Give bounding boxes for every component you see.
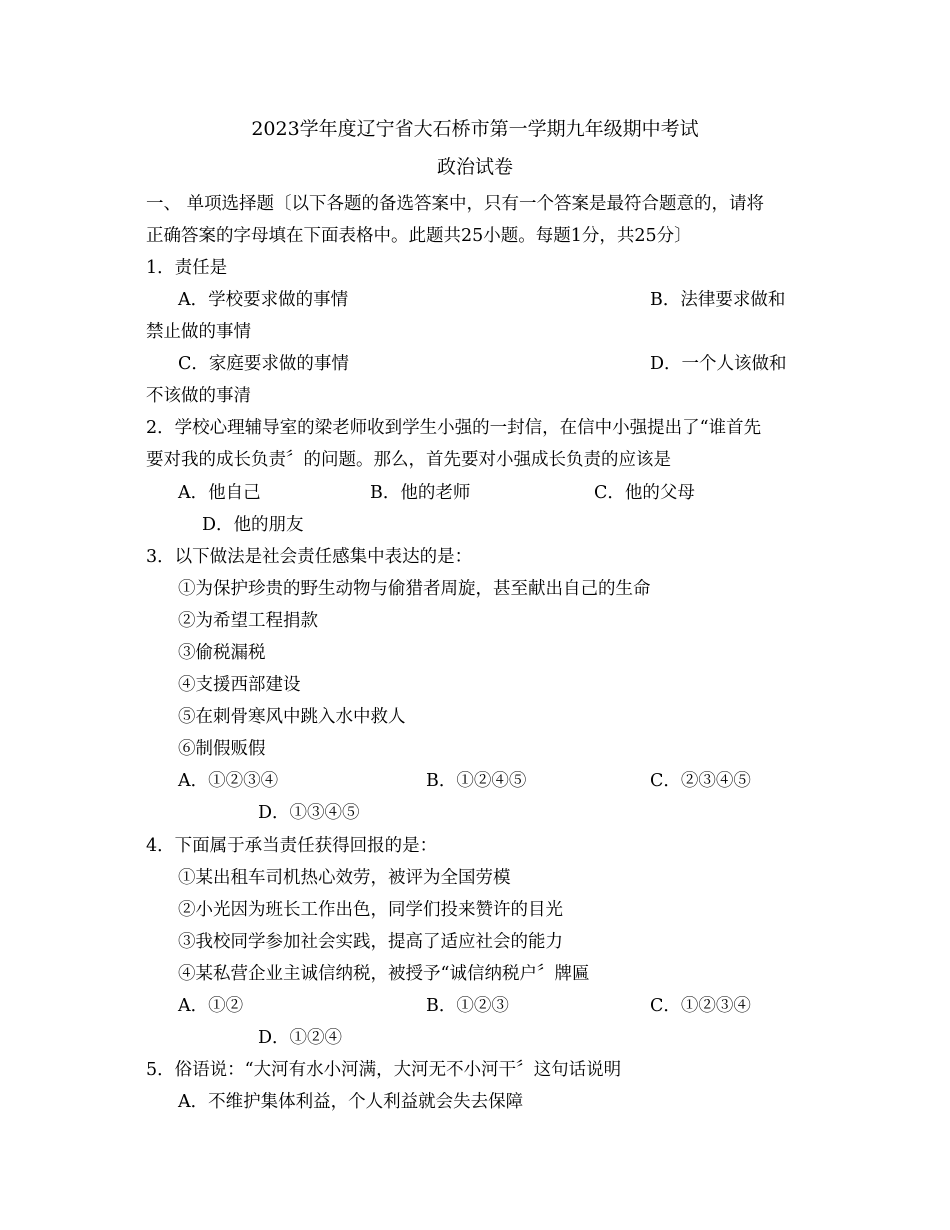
question-1-option-b: B．法律要求做和 xyxy=(650,290,786,310)
question-3-item-1: ①为保护珍贵的野生动物与偷猎者周旋，甚至献出自己的生命 xyxy=(178,579,651,599)
question-1-stem: 1．责任是 xyxy=(146,258,228,278)
exam-subtitle: 政治试卷 xyxy=(436,156,513,178)
question-3-option-b: B．①②④⑤ xyxy=(426,771,527,791)
question-4-option-a: A．①② xyxy=(178,996,244,1016)
question-3-item-5: ⑤在刺骨寒风中跳入水中救人 xyxy=(178,707,406,727)
question-1-option-d-continued: 不该做的事清 xyxy=(146,386,251,406)
section-instructions-line-2: 正确答案的字母填在下面表格中。此题共25小题。每题1分，共25分〕 xyxy=(146,226,692,246)
question-2-option-b: B．他的老师 xyxy=(370,483,471,503)
question-4-item-1: ①某出租车司机热心效劳，被评为全国劳模 xyxy=(178,868,511,888)
question-2-stem-line-2: 要对我的成长负责〞的问题。那么，首先要对小强成长负责的应该是 xyxy=(146,450,671,470)
question-4-item-4: ④某私营企业主诚信纳税，被授予“诚信纳税户〞牌匾 xyxy=(178,964,590,984)
question-4-item-2: ②小光因为班长工作出色，同学们投来赞许的目光 xyxy=(178,900,563,920)
question-4-option-c: C．①②③④ xyxy=(650,996,751,1016)
question-5-stem: 5．俗语说：“大河有水小河满，大河无不小河干〞这句话说明 xyxy=(146,1060,622,1080)
exam-title: 2023学年度辽宁省大石桥市第一学期九年级期中考试 xyxy=(251,118,699,140)
question-4-option-d: D．①②④ xyxy=(258,1028,343,1048)
question-3-item-2: ②为希望工程捐款 xyxy=(178,611,318,631)
question-3-item-6: ⑥制假贩假 xyxy=(178,739,266,759)
question-5-option-a: A．不维护集体利益，个人利益就会失去保障 xyxy=(178,1092,524,1112)
question-3-stem: 3．以下做法是社会责任感集中表达的是： xyxy=(146,547,473,567)
question-4-item-3: ③我校同学参加社会实践，提高了适应社会的能力 xyxy=(178,932,563,952)
question-4-option-b: B．①②③ xyxy=(426,996,509,1016)
question-3-option-a: A．①②③④ xyxy=(178,771,279,791)
question-3-item-4: ④支援西部建设 xyxy=(178,675,301,695)
question-2-option-d: D．他的朋友 xyxy=(202,515,304,535)
question-1-option-d: D．一个人该做和 xyxy=(650,354,787,374)
question-3-option-c: C．②③④⑤ xyxy=(650,771,751,791)
question-1-option-b-continued: 禁止做的事情 xyxy=(146,322,251,342)
question-2-stem-line-1: 2．学校心理辅导室的梁老师收到学生小强的一封信，在信中小强提出了“谁首先 xyxy=(146,418,762,438)
question-1-option-a: A．学校要求做的事情 xyxy=(178,290,349,310)
question-2-option-c: C．他的父母 xyxy=(594,483,695,503)
question-4-stem: 4．下面属于承当责任获得回报的是： xyxy=(146,836,438,856)
question-3-option-d: D．①③④⑤ xyxy=(258,803,360,823)
section-instructions-line-1: 一、 单项选择题〔以下各题的备选答案中，只有一个答案是最符合题意的，请将 xyxy=(146,194,765,214)
question-1-option-c: C．家庭要求做的事情 xyxy=(178,354,349,374)
question-2-option-a: A．他自己 xyxy=(178,483,261,503)
question-3-item-3: ③偷税漏税 xyxy=(178,643,266,663)
